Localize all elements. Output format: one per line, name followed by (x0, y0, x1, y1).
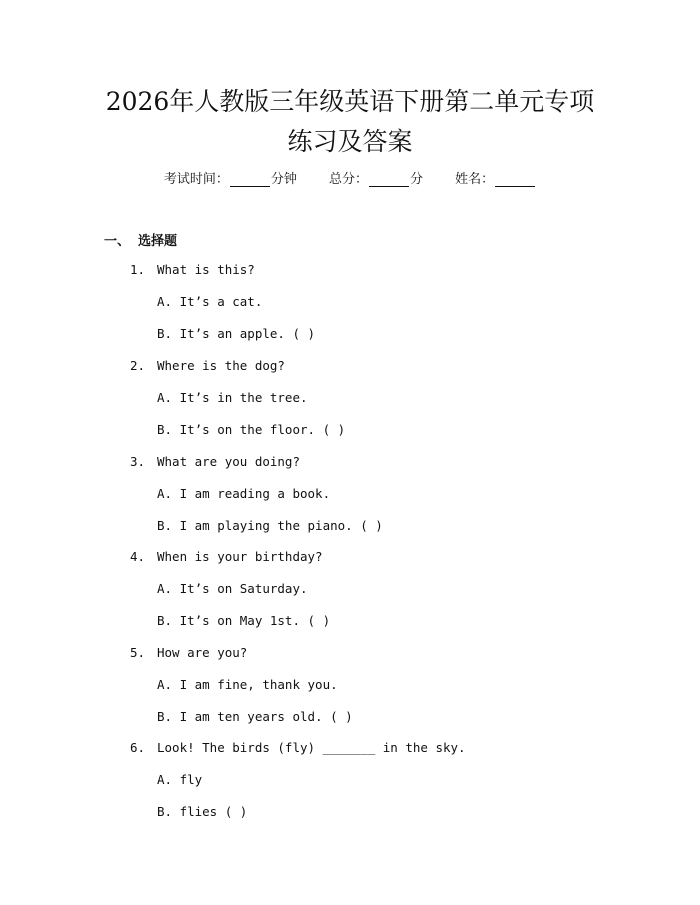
question (130, 740, 466, 755)
section-title: 选择题 (138, 234, 178, 249)
question (130, 358, 285, 373)
document-title (0, 82, 700, 162)
question-text: How are you? (157, 645, 248, 660)
question-number: 2. (130, 358, 146, 373)
question-number: 4. (130, 549, 146, 564)
question-text: What are you doing? (157, 454, 300, 469)
student-name-label: 姓名： (455, 172, 495, 187)
exam-info (0, 168, 700, 187)
option-a: A. fly (157, 772, 203, 787)
section-heading (104, 230, 177, 249)
question-number: 1. (130, 262, 146, 277)
option-b: B. I am playing the piano. ( ) (157, 518, 383, 533)
option-a: A. I am reading a book. (157, 486, 331, 501)
option-a: A. I am fine, thank you. (157, 677, 338, 692)
exam-time-blank (230, 174, 270, 187)
title-line-1: 2026年人教版三年级英语下册第二单元专项 (105, 87, 595, 116)
student-name-blank (495, 174, 535, 187)
question (130, 645, 247, 660)
question-text: Where is the dog? (157, 358, 285, 373)
question-number: 6. (130, 740, 146, 755)
option-a: A. It’s a cat. (157, 294, 263, 309)
question-text: Look! The birds (fly) _______ in the sky. (157, 740, 466, 755)
question-text: When is your birthday? (157, 549, 323, 564)
option-b: B. It’s an apple. ( ) (157, 326, 316, 341)
question (130, 454, 300, 469)
option-b: B. I am ten years old. ( ) (157, 709, 353, 724)
exam-time (164, 172, 301, 187)
total-score-blank (369, 174, 409, 187)
question (130, 549, 323, 564)
option-a: A. It’s on Saturday. (157, 581, 308, 596)
option-b: B. It’s on May 1st. ( ) (157, 613, 331, 628)
option-b: B. flies ( ) (157, 804, 248, 819)
question-number: 5. (130, 645, 146, 660)
question-number: 3. (130, 454, 146, 469)
total-score-unit: 分 (410, 172, 424, 187)
student-name (455, 172, 536, 187)
exam-time-unit: 分钟 (270, 172, 297, 187)
exam-time-label: 考试时间： (163, 172, 229, 187)
total-score-label: 总分： (328, 172, 368, 187)
option-b: B. It’s on the floor. ( ) (157, 422, 346, 437)
total-score (329, 172, 427, 187)
option-a: A. It’s in the tree. (157, 390, 308, 405)
question (130, 262, 255, 277)
title-line-2: 练习及答案 (287, 127, 413, 156)
question-text: What is this? (157, 262, 255, 277)
section-number: 一、 (104, 234, 131, 249)
